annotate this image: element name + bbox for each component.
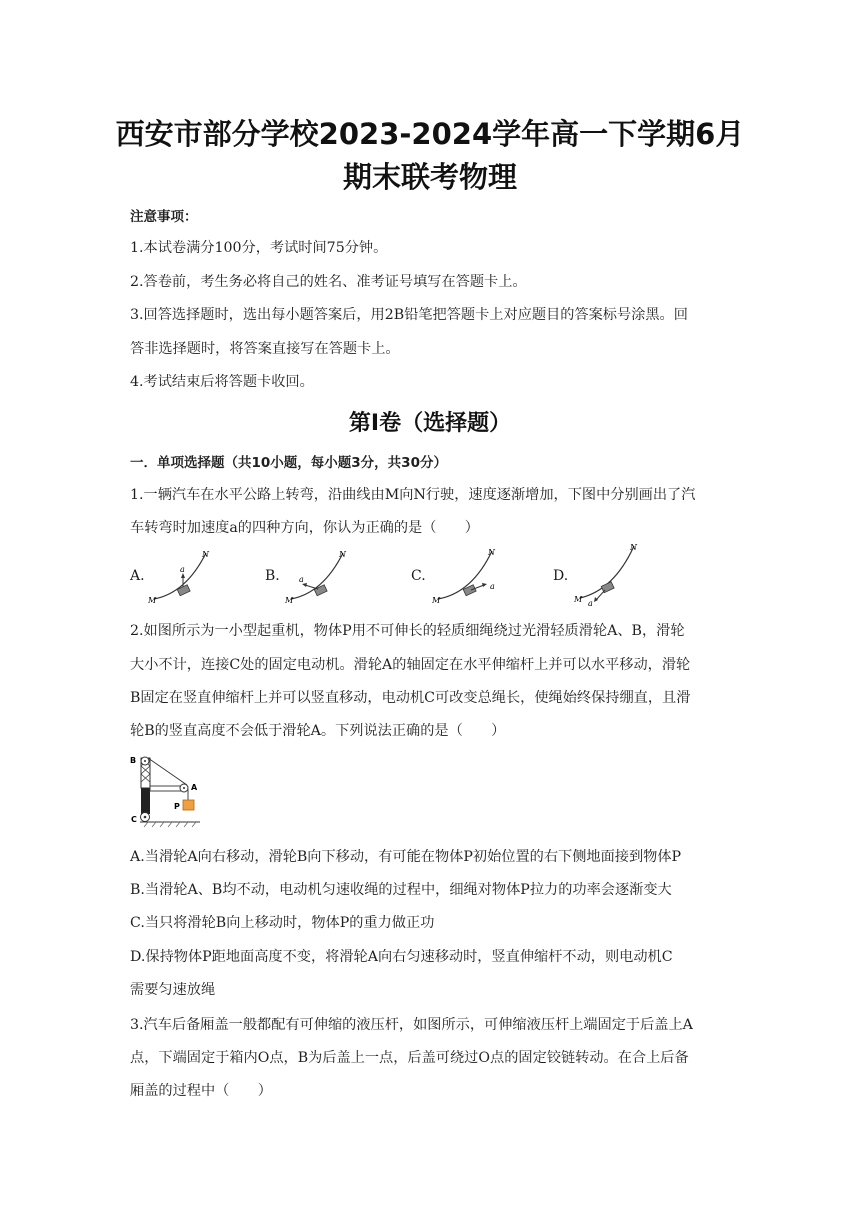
svg-text:N: N <box>630 543 637 552</box>
svg-text:N: N <box>339 550 346 559</box>
q2-choice-b: B.当滑轮A、B均不动，电动机匀速收绳的过程中，细绳对物体P拉力的功率会逐渐变大 <box>130 882 672 898</box>
svg-text:M: M <box>574 595 583 604</box>
svg-text:a: a <box>299 575 304 584</box>
svg-text:M: M <box>432 596 441 605</box>
notice-item: 1.本试卷满分100分，考试时间75分钟。 <box>130 240 388 256</box>
q1-a-accel-label: a <box>180 565 185 574</box>
svg-text:M: M <box>148 596 157 605</box>
q2-label-p: P <box>174 802 180 811</box>
q1-text-line: 1.一辆汽车在水平公路上转弯，沿曲线由M向N行驶，速度逐渐增加，下图中分别画出了汽 <box>130 487 696 503</box>
q2-label-a: A <box>191 783 198 792</box>
q1-option-b-figure <box>285 547 355 605</box>
notice-heading: 注意事项： <box>130 209 198 225</box>
notice-item: 答非选择题时，将答案直接写在答题卡上。 <box>130 341 400 357</box>
exam-title-line2: 期末联考物理 <box>342 160 517 194</box>
section-title: 第Ⅰ卷（选择题） <box>348 411 512 436</box>
q2-choice-d-cont: 需要匀速放绳 <box>130 982 216 998</box>
q1-option-a-label: A. <box>130 568 145 584</box>
q2-choice-d: D.保持物体P距地面高度不变，将滑轮A向右匀速移动时，竖直伸缩杆不动，则电动机C <box>130 949 673 965</box>
q2-text-line: 2.如图所示为一小型起重机，物体P用不可伸长的轻质细绳绕过光滑轻质滑轮A、B，滑轮 <box>130 623 685 639</box>
q1-option-d-label: D. <box>553 568 569 584</box>
q1-option-b-label: B. <box>265 568 280 584</box>
svg-text:a: a <box>490 582 495 591</box>
svg-text:N: N <box>202 550 209 559</box>
q1-text-line: 车转弯时加速度a的四种方向，你认为正确的是（ ） <box>130 520 479 536</box>
svg-text:a: a <box>588 599 593 608</box>
q2-text-line: 大小不计，连接C处的固定电动机。滑轮A的轴固定在水平伸缩杆上并可以水平移动，滑轮 <box>130 657 691 673</box>
q2-choice-a: A.当滑轮A向右移动，滑轮B向下移动，有可能在物体P初始位置的右下侧地面接到物体P <box>130 849 682 865</box>
q3-text-line: 点，下端固定于箱内O点，B为后盖上一点，后盖可绕过O点的固定铰链转动。在合上后备 <box>130 1050 689 1066</box>
q1-option-c-figure <box>432 545 504 605</box>
q1-option-c-label: C. <box>411 568 426 584</box>
q3-text-line: 厢盖的过程中（ ） <box>130 1083 272 1099</box>
notice-item: 4.考试结束后将答题卡收回。 <box>130 374 314 390</box>
part-heading: 一．单项选择题（共10小题，每小题3分，共30分） <box>130 455 447 471</box>
svg-text:N: N <box>488 548 495 557</box>
q1-option-a-figure <box>148 547 218 605</box>
notice-item: 2.答卷前，考生务必将自己的姓名、准考证号填写在答题卡上。 <box>130 274 527 290</box>
exam-title-line1: 西安市部分学校2023-2024学年高一下学期6月 <box>115 117 745 151</box>
q2-text-line: 轮B的竖直高度不会低于滑轮A。下列说法正确的是（ ） <box>130 723 506 739</box>
q2-label-c: C <box>131 815 137 824</box>
q1-option-d-figure <box>574 540 646 608</box>
svg-text:M: M <box>285 596 294 605</box>
q3-text-line: 3.汽车后备厢盖一般都配有可伸缩的液压杆，如图所示，可伸缩液压杆上端固定于后盖上A <box>130 1017 693 1033</box>
q2-label-b: B <box>130 756 137 765</box>
q2-choice-c: C.当只将滑轮B向上移动时，物体P的重力做正功 <box>130 915 435 931</box>
notice-item: 3.回答选择题时，选出每小题答案后，用2B铅笔把答题卡上对应题目的答案标号涂黑。回 <box>130 307 688 323</box>
q2-crane-figure <box>128 752 203 830</box>
q2-text-line: B固定在竖直伸缩杆上并可以竖直移动，电动机C可改变总绳长，使绳始终保持绷直，且滑 <box>130 690 691 706</box>
